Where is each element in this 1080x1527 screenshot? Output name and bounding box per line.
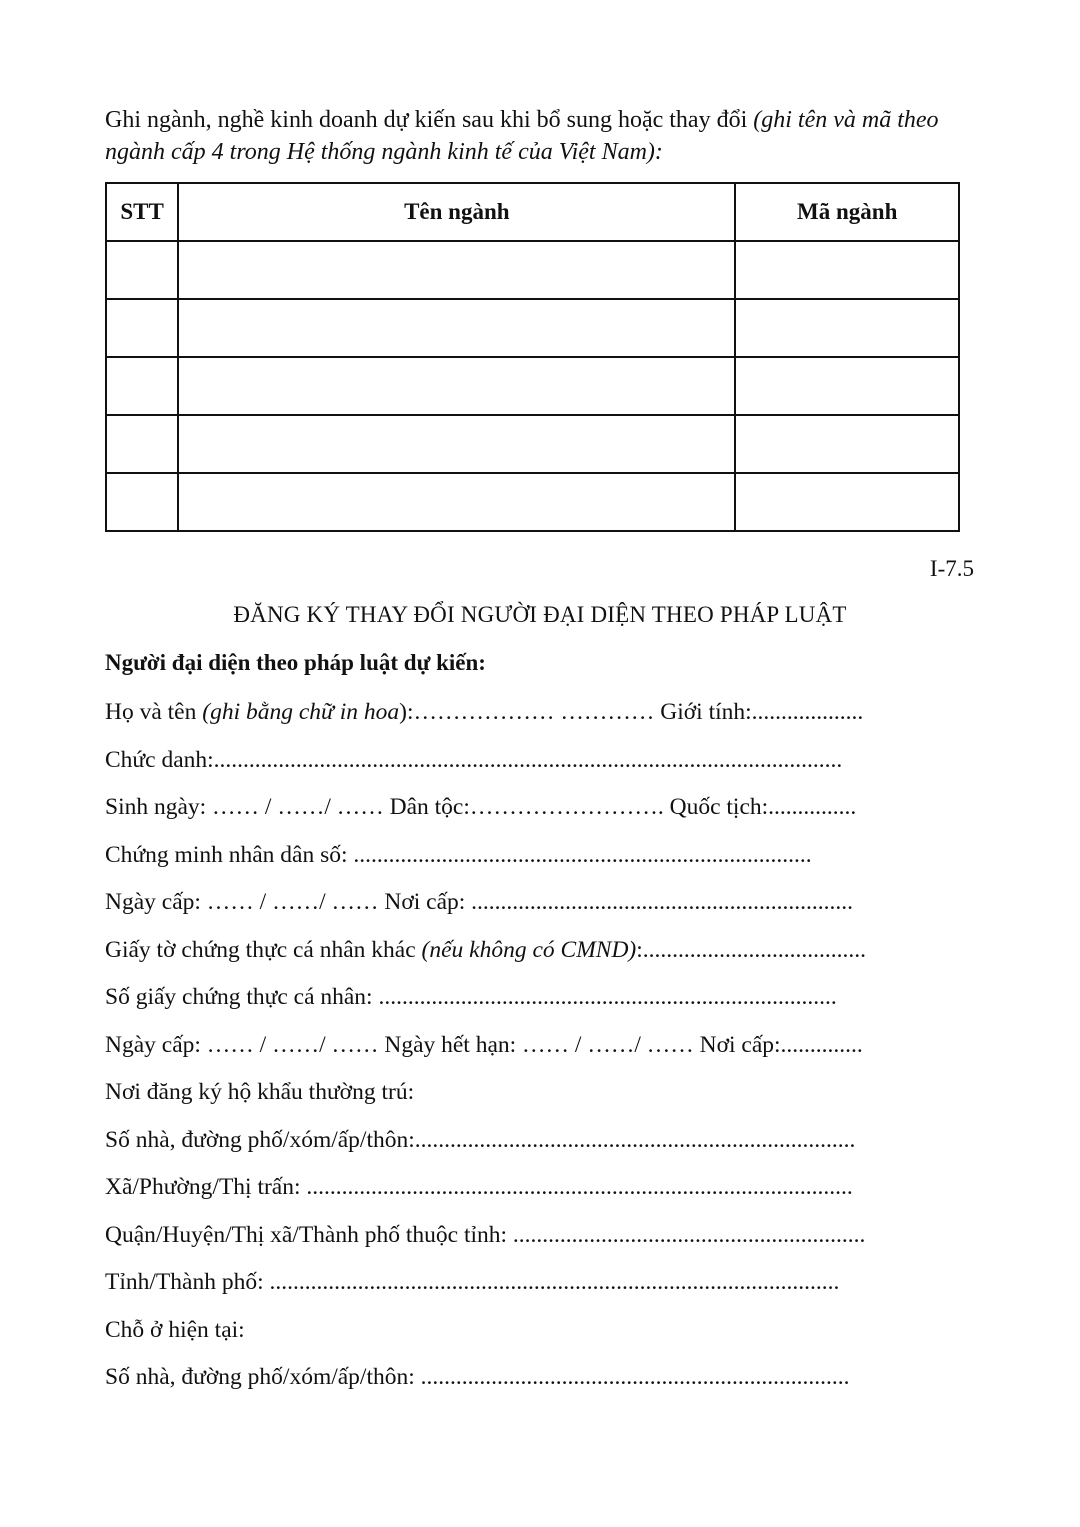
field-permanent-district[interactable] [105,1218,985,1266]
table-row [106,241,959,299]
cell-ten-nganh[interactable] [178,473,735,531]
field-blank: ):……………… ………… Giới tính:................... [399,699,864,725]
representative-fields [105,695,985,1408]
field-label: Giấy tờ chứng thực cá nhân khác [105,936,422,963]
field-label: Chứng minh nhân dân số: .............................................................................. [105,841,812,868]
field-note: (nếu không có CMND) [421,936,637,963]
form-code: I-7.5 [929,556,974,581]
header-ma-nganh: Mã ngành [735,183,959,241]
field-other-document[interactable] [105,933,985,981]
field-label: Ngày cấp: …… / ……/ …… Nơi cấp: ................................................................. [105,889,854,915]
field-id-number[interactable] [105,838,985,886]
field-note: (ghi bằng chữ in hoa [202,699,400,725]
cell-stt[interactable] [106,241,178,299]
section-title: ĐĂNG KÝ THAY ĐỔI NGƯỜI ĐẠI DIỆN THEO PHÁP LUẬT [233,602,847,627]
table-row [106,299,959,357]
field-label: Xã/Phường/Thị trấn: ............................................................................................. [105,1174,853,1200]
cell-stt[interactable] [106,357,178,415]
field-label: Sinh ngày: …… / ……/ …… Dân tộc:……………………. Quốc tịch:............... [105,794,857,820]
cell-ma-nganh[interactable] [735,357,959,415]
business-lines-table [105,182,960,532]
field-document-number[interactable] [105,980,985,1028]
field-label: Chỗ ở hiện tại: [105,1316,245,1343]
field-current-residence-heading [105,1313,985,1361]
field-label: Quận/Huyện/Thị xã/Thành phố thuộc tỉnh: ............................................................ [105,1221,866,1248]
field-blank: :...................................... [636,936,867,963]
cell-ma-nganh[interactable] [735,241,959,299]
header-stt: STT [106,183,178,241]
field-label: Số giấy chứng thực cá nhân: .............................................................................. [105,984,837,1010]
intro-paragraph [105,104,985,168]
subheading-legal-representative: Người đại diện theo pháp luật dự kiến: [105,650,486,675]
field-birth-ethnicity-nationality[interactable] [105,790,985,838]
field-permanent-ward[interactable] [105,1170,985,1218]
table-row [106,357,959,415]
field-document-issue-expiry[interactable] [105,1028,985,1076]
field-label: Chức danh:........................................................................................................... [105,746,843,773]
field-id-issue[interactable] [105,885,985,933]
table-header-row [106,183,959,241]
cell-ten-nganh[interactable] [178,357,735,415]
intro-italic-note: (ghi tên và mã theo ngành cấp 4 trong Hệ thống ngành kinh tế của Việt Nam): [105,107,939,165]
field-current-street[interactable] [105,1360,985,1408]
cell-ma-nganh[interactable] [735,299,959,357]
cell-ten-nganh[interactable] [178,415,735,473]
cell-stt[interactable] [106,473,178,531]
field-label: Số nhà, đường phố/xóm/ấp/thôn: ......................................................................... [105,1364,850,1390]
cell-ten-nganh[interactable] [178,241,735,299]
header-ten-nganh: Tên ngành [178,183,735,241]
table-row [106,473,959,531]
intro-text: Ghi ngành, nghề kinh doanh dự kiến sau khi bổ sung hoặc thay đổi [105,107,754,133]
field-title[interactable] [105,743,985,791]
field-permanent-street[interactable] [105,1123,985,1171]
field-full-name[interactable] [105,695,985,743]
field-label: Số nhà, đường phố/xóm/ấp/thôn:........................................................................... [105,1126,856,1153]
cell-ma-nganh[interactable] [735,415,959,473]
cell-stt[interactable] [106,299,178,357]
table-row [106,415,959,473]
field-permanent-province[interactable] [105,1265,985,1313]
cell-stt[interactable] [106,415,178,473]
cell-ma-nganh[interactable] [735,473,959,531]
field-label: Ngày cấp: …… / ……/ …… Ngày hết hạn: …… / ……/ …… Nơi cấp:.............. [105,1031,863,1058]
field-permanent-residence-heading [105,1075,985,1123]
field-label: Nơi đăng ký hộ khẩu thường trú: [105,1079,415,1105]
field-label: Tỉnh/Thành phố: ................................................................................................. [105,1269,840,1295]
cell-ten-nganh[interactable] [178,299,735,357]
field-label: Họ và tên [105,699,203,725]
